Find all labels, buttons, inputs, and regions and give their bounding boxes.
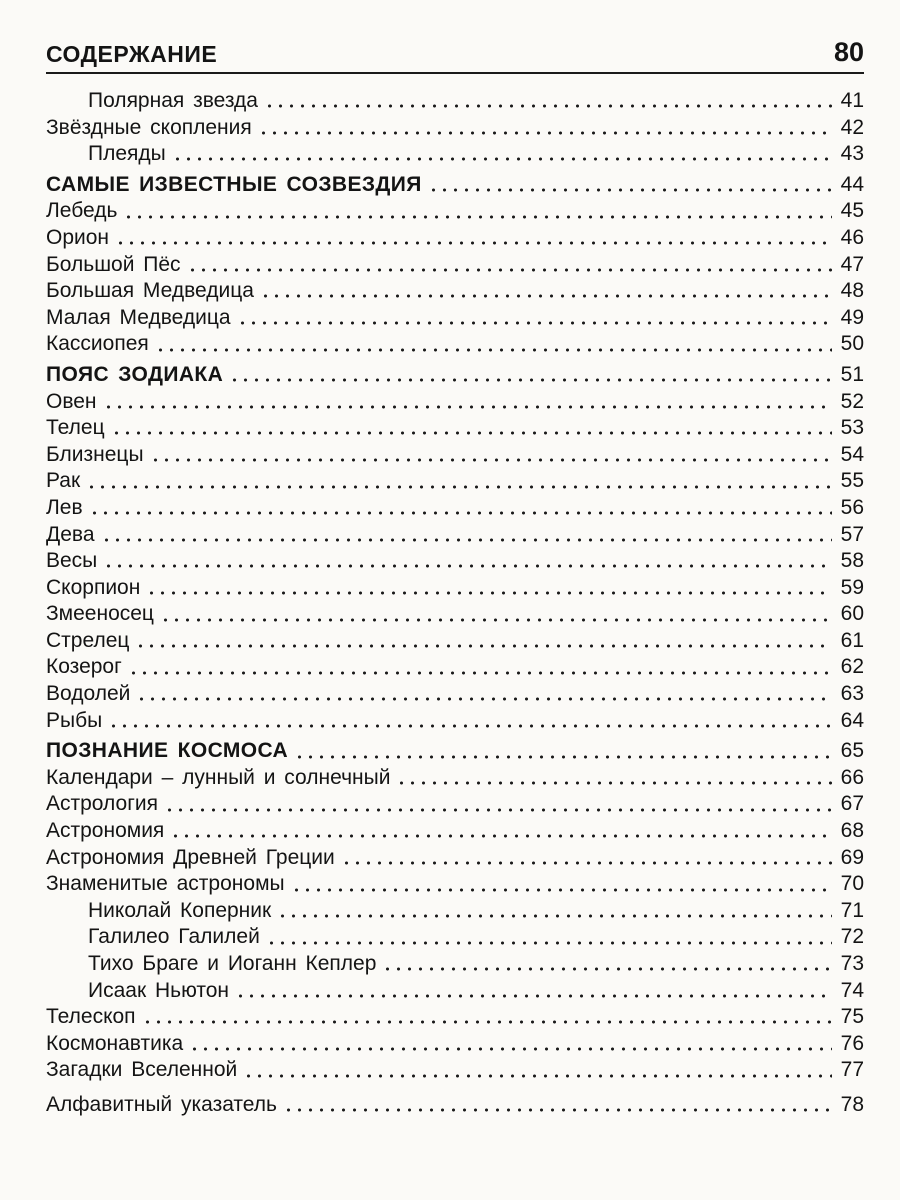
toc-entry-label: Большой Пёс	[46, 252, 181, 276]
dot-leader	[142, 1019, 832, 1027]
toc-entry-label: Календари – лунный и солнечный	[46, 765, 391, 789]
toc-entry-page-number: 70	[840, 872, 864, 896]
toc-entry-page-number: 65	[840, 739, 864, 763]
toc-entry-page-number: 61	[840, 628, 864, 652]
toc-entry[interactable]	[46, 468, 864, 495]
dot-leader	[115, 240, 832, 248]
toc-entry-page-number: 73	[840, 952, 864, 975]
dot-leader	[164, 807, 832, 815]
toc-entry[interactable]	[46, 791, 864, 818]
dot-leader	[111, 430, 832, 438]
toc-entry[interactable]	[46, 1057, 864, 1084]
toc-entry-page-number: 52	[840, 389, 864, 413]
toc-entry[interactable]	[46, 522, 864, 549]
dot-leader	[136, 696, 832, 704]
toc-entry-page-number: 67	[840, 792, 864, 816]
toc-entry[interactable]	[46, 305, 864, 332]
toc-entry-page-number: 48	[840, 279, 864, 303]
toc-section-heading[interactable]	[46, 172, 864, 199]
toc-entry-label: Весы	[46, 549, 98, 573]
toc-entry-label: Телескоп	[46, 1005, 136, 1029]
toc-entry-label: Лев	[46, 495, 83, 519]
toc-entry[interactable]	[46, 708, 864, 735]
toc-entry-page-number: 66	[840, 765, 864, 789]
toc-entry-label: Стрелец	[46, 628, 130, 652]
toc-entry-page-number: 69	[840, 845, 864, 869]
toc-entry[interactable]	[46, 978, 864, 1005]
toc-entry-label: Рыбы	[46, 708, 103, 732]
toc-entry-label: Орион	[46, 225, 110, 249]
page-header	[46, 28, 864, 74]
dot-leader	[382, 966, 832, 974]
toc-entry-label: Николай Коперник	[88, 898, 272, 922]
toc-entry-label: Кассиопея	[46, 332, 149, 356]
toc-entry[interactable]	[46, 818, 864, 845]
toc-entry[interactable]	[46, 225, 864, 252]
toc-entry-page-number: 51	[840, 362, 864, 386]
toc-entry-page-number: 49	[840, 305, 864, 329]
toc-entry[interactable]	[46, 331, 864, 358]
toc-entry-page-number: 75	[840, 1005, 864, 1029]
toc-entry-page-number: 53	[840, 416, 864, 440]
toc-entry-label: Тихо Браге и Иоганн Кеплер	[88, 952, 377, 975]
toc-entry[interactable]	[46, 88, 864, 115]
toc-entry-label: Водолей	[46, 682, 131, 706]
toc-entry[interactable]	[46, 1092, 864, 1119]
dot-leader	[266, 940, 832, 948]
toc-entry[interactable]	[46, 681, 864, 708]
toc-entry-page-number: 45	[840, 199, 864, 223]
dot-leader	[103, 563, 832, 571]
toc-entry[interactable]	[46, 898, 864, 925]
toc-entry-page-number: 43	[840, 142, 864, 166]
toc-entry[interactable]	[46, 389, 864, 416]
toc-entry-page-number: 76	[840, 1031, 864, 1055]
toc-entry[interactable]	[46, 654, 864, 681]
toc-entry-page-number: 44	[840, 172, 864, 196]
page-title: СОДЕРЖАНИЕ	[46, 41, 218, 67]
toc-entry-page-number: 54	[840, 442, 864, 466]
dot-leader	[283, 1107, 832, 1115]
toc-entry-label: Большая Медведица	[46, 279, 254, 303]
toc-entry-page-number: 58	[840, 549, 864, 573]
table-of-contents	[46, 88, 864, 1119]
toc-entry-label: Космонавтика	[46, 1031, 184, 1055]
dot-leader	[160, 617, 832, 625]
toc-entry-page-number: 68	[840, 819, 864, 843]
toc-entry-label: Астрономия Древней Греции	[46, 845, 335, 869]
dot-leader	[229, 377, 832, 385]
dot-leader	[237, 320, 832, 328]
toc-entry-page-number: 50	[840, 332, 864, 356]
dot-leader	[128, 670, 832, 678]
toc-entry[interactable]	[46, 442, 864, 469]
dot-leader	[108, 723, 832, 731]
toc-entry[interactable]	[46, 548, 864, 575]
page-number: 80	[833, 37, 864, 67]
toc-entry-page-number: 62	[840, 655, 864, 679]
dot-leader	[86, 484, 832, 492]
dot-leader	[187, 267, 832, 275]
dot-leader	[396, 780, 832, 788]
toc-entry-page-number: 59	[840, 575, 864, 599]
dot-leader	[155, 347, 832, 355]
toc-entry-page-number: 77	[840, 1058, 864, 1082]
toc-entry[interactable]	[46, 115, 864, 142]
toc-entry-page-number: 42	[840, 115, 864, 139]
toc-entry[interactable]	[46, 141, 864, 168]
toc-entry-label: Близнецы	[46, 442, 144, 466]
toc-entry-label: САМЫЕ ИЗВЕСТНЫЕ СОЗВЕЗДИЯ	[46, 172, 422, 196]
dot-leader	[260, 293, 832, 301]
toc-entry[interactable]	[46, 845, 864, 872]
toc-entry-page-number: 46	[840, 225, 864, 249]
dot-leader	[341, 860, 832, 868]
dot-leader	[291, 887, 832, 895]
dot-leader	[89, 510, 832, 518]
toc-entry[interactable]	[46, 951, 864, 978]
toc-entry[interactable]	[46, 924, 864, 951]
dot-leader	[277, 913, 832, 921]
toc-entry-label: Лебедь	[46, 199, 118, 223]
dot-leader	[235, 993, 832, 1001]
toc-entry-page-number: 71	[840, 898, 864, 922]
toc-entry-page-number: 57	[840, 522, 864, 546]
toc-entry-label: Овен	[46, 389, 97, 413]
toc-entry-label: Скорпион	[46, 575, 141, 599]
dot-leader	[103, 404, 832, 412]
toc-entry-page-number: 63	[840, 682, 864, 706]
toc-section-heading[interactable]	[46, 362, 864, 389]
toc-entry[interactable]	[46, 871, 864, 898]
toc-entry[interactable]	[46, 415, 864, 442]
toc-entry-label: Загадки Вселенной	[46, 1058, 238, 1082]
toc-entry-label: Змееносец	[46, 602, 154, 626]
toc-entry[interactable]	[46, 198, 864, 225]
toc-entry-label: Рак	[46, 469, 81, 493]
toc-entry-label: Плеяды	[88, 142, 166, 166]
toc-entry-label: Дева	[46, 522, 95, 546]
toc-entry-label: Астрономия	[46, 819, 165, 843]
toc-entry-label: Звёздные скопления	[46, 115, 252, 139]
dot-leader	[294, 754, 832, 762]
toc-entry-label: Малая Медведица	[46, 305, 231, 329]
toc-entry-label: Козерог	[46, 655, 122, 679]
toc-entry-label: Телец	[46, 416, 105, 440]
toc-entry-label: ПОЯС ЗОДИАКА	[46, 362, 224, 386]
toc-entry-label: ПОЗНАНИЕ КОСМОСА	[46, 739, 289, 763]
toc-entry-page-number: 56	[840, 495, 864, 519]
dot-leader	[150, 457, 832, 465]
toc-entry-label: Алфавитный указатель	[46, 1092, 277, 1116]
toc-entry[interactable]	[46, 252, 864, 279]
dot-leader	[189, 1046, 832, 1054]
toc-entry-page-number: 72	[840, 925, 864, 949]
toc-entry[interactable]	[46, 575, 864, 602]
toc-entry-label: Астрология	[46, 792, 158, 816]
toc-entry-label: Знаменитые астрономы	[46, 872, 285, 896]
toc-section-heading[interactable]	[46, 738, 864, 765]
toc-entry-page-number: 74	[840, 978, 864, 1002]
toc-entry-label: Полярная звезда	[88, 89, 258, 112]
dot-leader	[123, 214, 832, 222]
toc-entry-page-number: 60	[840, 602, 864, 626]
toc-entry-page-number: 78	[840, 1092, 864, 1116]
dot-leader	[135, 643, 832, 651]
dot-leader	[258, 130, 832, 138]
toc-entry[interactable]	[46, 1004, 864, 1031]
dot-leader	[243, 1073, 832, 1081]
toc-entry-page-number: 64	[840, 708, 864, 732]
toc-entry[interactable]	[46, 1031, 864, 1058]
toc-entry-label: Галилео Галилей	[88, 925, 260, 949]
toc-entry[interactable]	[46, 601, 864, 628]
toc-entry[interactable]	[46, 628, 864, 655]
toc-entry-page-number: 55	[840, 469, 864, 493]
dot-leader	[170, 833, 832, 841]
dot-leader	[101, 537, 832, 545]
toc-entry-page-number: 47	[840, 252, 864, 276]
dot-leader	[264, 103, 832, 111]
dot-leader	[428, 187, 832, 195]
toc-entry[interactable]	[46, 765, 864, 792]
dot-leader	[172, 156, 832, 164]
toc-entry[interactable]	[46, 495, 864, 522]
toc-entry[interactable]	[46, 278, 864, 305]
toc-entry-label: Исаак Ньютон	[88, 978, 230, 1002]
dot-leader	[146, 590, 832, 598]
toc-entry-page-number: 41	[840, 89, 864, 112]
